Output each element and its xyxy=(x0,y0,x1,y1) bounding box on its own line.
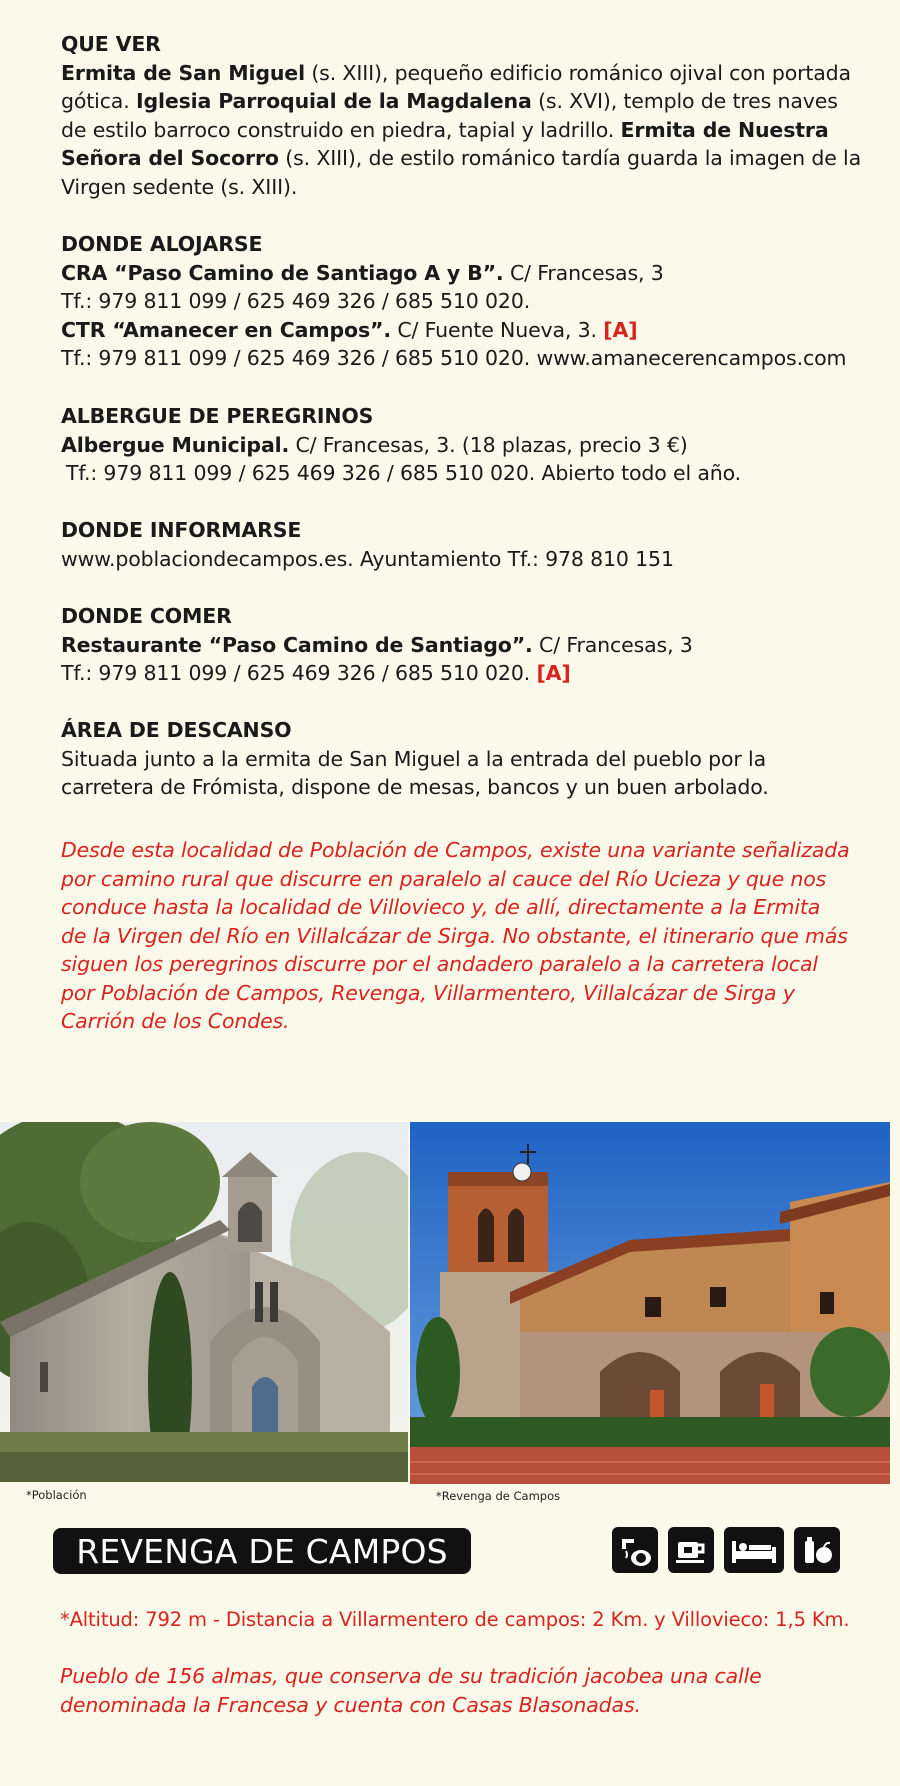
restaurante-name: Restaurante “Paso Camino de Santiago”. xyxy=(61,632,533,657)
caption-revenga: *Revenga de Campos xyxy=(436,1489,561,1503)
cra-tel: Tf.: 979 811 099 / 625 469 326 / 685 510 020. xyxy=(61,289,531,313)
que-ver-text xyxy=(61,59,861,202)
descanso-section xyxy=(61,716,861,802)
iglesia-illustration xyxy=(410,1122,890,1484)
caption-poblacion: *Población xyxy=(26,1488,87,1502)
comer-section xyxy=(61,602,861,688)
revenga-description: Pueblo de 156 almas, que conserva de su tradición jacobea una calle denominada la Francesa y cuenta con Casas Blasonadas. xyxy=(60,1664,762,1717)
ermita-illustration xyxy=(0,1122,408,1482)
altitud-line: *Altitud: 792 m - Distancia a Villarmentero de campos: 2 Km. y Villovieco: 1,5 Km. xyxy=(60,1608,850,1631)
que-ver-section xyxy=(61,30,861,201)
cra-name: CRA “Paso Camino de Santiago A y B”. xyxy=(61,260,504,285)
photo-revenga xyxy=(410,1122,890,1484)
albergue-heading: ALBERGUE DE PEREGRINOS xyxy=(61,404,374,428)
shop-icon xyxy=(794,1527,840,1573)
variante-paragraph: Desde esta localidad de Población de Campos, existe una variante señalizada por camino rural que discurre en paralelo al cauce del Río Ucieza y que nos conduce hasta la localidad de Villovieco y, de allí, directamente a la Ermita de la Virgen del Río en Villalcázar de Sirga. No obstante, el itinerario que más siguen los peregrinos discurre por el andadero paralelo a la carretera local por Población de Campos, Revenga, Villarmentero, Villalcázar de Sirga y Carrión de los Condes. xyxy=(61,838,850,1033)
restaurante-tag: [A] xyxy=(536,661,571,685)
bed-icon xyxy=(724,1527,784,1573)
ermita-san-miguel-name: Ermita de San Miguel xyxy=(61,60,305,85)
ctr-address: C/ Fuente Nueva, 3. xyxy=(391,317,604,342)
fountain-icon xyxy=(612,1527,658,1573)
cafe-icon xyxy=(668,1527,714,1573)
albergue-line xyxy=(61,431,861,460)
restaurante-address: C/ Francesas, 3 xyxy=(532,632,693,657)
comer-heading: DONDE COMER xyxy=(61,604,232,628)
service-icons xyxy=(612,1527,840,1575)
informarse-section xyxy=(61,516,861,573)
comer-tel-line xyxy=(61,659,861,688)
ermita-socorro-desc: (s. XIII), de estilo románico tardía guarda la imagen de la Virgen sedente (s. XIII). xyxy=(61,146,862,199)
alojarse-section xyxy=(61,230,861,373)
informarse-heading: DONDE INFORMARSE xyxy=(61,518,302,542)
albergue-name: Albergue Municipal. xyxy=(61,432,290,457)
iglesia-magdalena-name: Iglesia Parroquial de la Magdalena xyxy=(135,89,532,113)
informarse-text: www.poblaciondecampos.es. Ayuntamiento Tf.: 978 810 151 xyxy=(61,546,674,571)
ctr-line xyxy=(61,316,861,345)
albergue-tel: Tf.: 979 811 099 / 625 469 326 / 685 510 020. Abierto todo el año. xyxy=(66,461,742,485)
que-ver-heading: QUE VER xyxy=(61,32,161,56)
albergue-address: C/ Francesas, 3. (18 plazas, precio 3 €) xyxy=(289,432,688,457)
ermita-san-miguel-desc: (s. XIII), pequeño edificio románico ojival con portada gótica. xyxy=(61,60,851,113)
photo-poblacion xyxy=(0,1122,408,1482)
iglesia-magdalena-desc: (s. XVI), templo de tres naves de estilo barroco construido en piedra, tapial y ladrillo. xyxy=(61,89,838,142)
ctr-name: CTR “Amanecer en Campos”. xyxy=(61,317,391,342)
cra-address: C/ Francesas, 3 xyxy=(503,260,664,285)
descanso-heading: ÁREA DE DESCANSO xyxy=(61,718,292,742)
comer-line xyxy=(61,631,861,660)
ctr-tag: [A] xyxy=(603,317,638,342)
restaurante-tel: Tf.: 979 811 099 / 625 469 326 / 685 510 020. xyxy=(61,661,537,685)
alojarse-heading: DONDE ALOJARSE xyxy=(61,232,263,256)
cra-line xyxy=(61,259,861,288)
ermita-socorro-name: Ermita de Nuestra Señora del Socorro xyxy=(61,117,829,170)
descanso-text: Situada junto a la ermita de San Miguel a la entrada del pueblo por la carretera de Frómista, dispone de mesas, bancos y un buen arbolado. xyxy=(61,746,769,799)
ctr-tel: Tf.: 979 811 099 / 625 469 326 / 685 510 020. www.amanecerencampos.com xyxy=(61,346,847,370)
revenga-title: REVENGA DE CAMPOS xyxy=(53,1528,471,1574)
albergue-section xyxy=(61,402,861,488)
